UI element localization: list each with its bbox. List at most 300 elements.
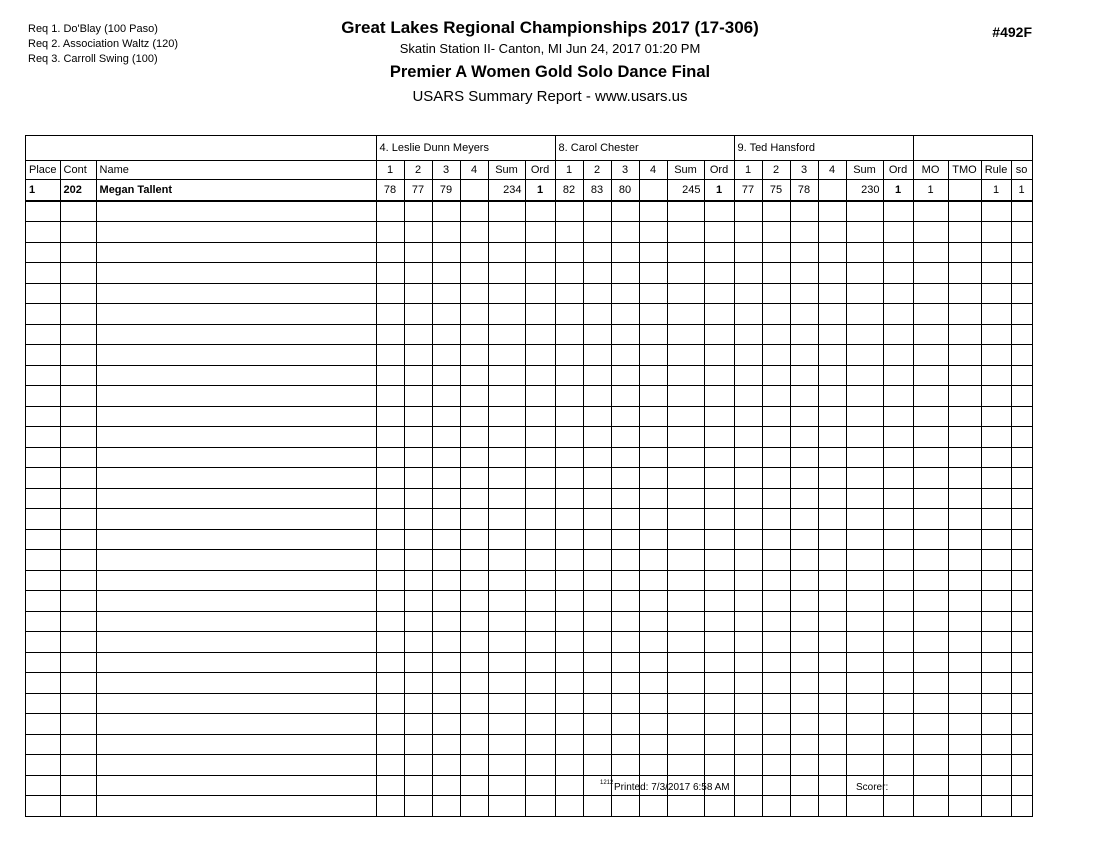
empty-cell xyxy=(376,386,404,407)
empty-cell xyxy=(790,427,818,448)
empty-cell xyxy=(790,263,818,284)
empty-cell xyxy=(734,714,762,735)
col-header-place: Place xyxy=(26,161,61,180)
empty-cell xyxy=(667,406,704,427)
empty-cell xyxy=(432,222,460,243)
empty-cell xyxy=(948,755,981,776)
empty-cell xyxy=(704,201,734,222)
empty-cell xyxy=(96,283,376,304)
empty-cell xyxy=(488,488,525,509)
empty-cell xyxy=(26,283,61,304)
empty-cell xyxy=(762,345,790,366)
judge-header-row xyxy=(26,136,1033,161)
empty-cell xyxy=(948,673,981,694)
empty-cell xyxy=(432,550,460,571)
empty-cell xyxy=(488,509,525,530)
empty-cell xyxy=(611,632,639,653)
empty-cell xyxy=(667,509,704,530)
empty-cell xyxy=(639,468,667,489)
empty-cell xyxy=(611,796,639,817)
empty-cell xyxy=(376,242,404,263)
empty-cell xyxy=(762,673,790,694)
empty-cell xyxy=(488,427,525,448)
empty-cell xyxy=(583,263,611,284)
empty-cell xyxy=(26,693,61,714)
judge-header-1: 4. Leslie Dunn Meyers xyxy=(376,136,555,161)
col-header-4: 4 xyxy=(818,161,846,180)
col-header-1: 1 xyxy=(555,161,583,180)
empty-cell xyxy=(26,488,61,509)
tmo-cell xyxy=(948,180,981,201)
empty-cell xyxy=(611,386,639,407)
empty-cell xyxy=(60,324,96,345)
empty-cell xyxy=(734,652,762,673)
empty-cell xyxy=(981,447,1011,468)
empty-cell xyxy=(913,755,948,776)
empty-cell xyxy=(404,447,432,468)
empty-cell xyxy=(948,345,981,366)
empty-cell xyxy=(376,222,404,243)
empty-cell xyxy=(460,714,488,735)
empty-cell xyxy=(525,693,555,714)
empty-cell xyxy=(26,796,61,817)
empty-cell xyxy=(1011,365,1032,386)
empty-cell xyxy=(488,693,525,714)
empty-cell xyxy=(432,652,460,673)
empty-cell xyxy=(762,652,790,673)
empty-cell xyxy=(60,652,96,673)
empty-cell xyxy=(913,693,948,714)
empty-cell xyxy=(96,447,376,468)
empty-cell xyxy=(1011,529,1032,550)
empty-cell xyxy=(96,734,376,755)
empty-cell xyxy=(96,488,376,509)
empty-cell xyxy=(26,427,61,448)
mark-cell: 75 xyxy=(762,180,790,201)
empty-cell xyxy=(846,427,883,448)
empty-cell xyxy=(460,304,488,325)
sum-cell: 230 xyxy=(846,180,883,201)
empty-cell xyxy=(96,468,376,489)
empty-row xyxy=(26,632,1033,653)
empty-cell xyxy=(60,386,96,407)
report-header xyxy=(0,18,1100,105)
empty-cell xyxy=(96,386,376,407)
empty-cell xyxy=(846,324,883,345)
empty-cell xyxy=(583,714,611,735)
empty-cell xyxy=(846,345,883,366)
empty-cell xyxy=(460,652,488,673)
col-header-4: 4 xyxy=(639,161,667,180)
empty-cell xyxy=(948,304,981,325)
empty-cell xyxy=(734,468,762,489)
empty-cell xyxy=(981,345,1011,366)
empty-cell xyxy=(96,222,376,243)
empty-cell xyxy=(981,796,1011,817)
empty-cell xyxy=(883,591,913,612)
empty-cell xyxy=(432,283,460,304)
sum-cell: 234 xyxy=(488,180,525,201)
empty-cell xyxy=(525,222,555,243)
empty-cell xyxy=(404,488,432,509)
empty-cell xyxy=(818,304,846,325)
name-cell: Megan Tallent xyxy=(96,180,376,201)
empty-cell xyxy=(1011,775,1032,796)
empty-cell xyxy=(667,796,704,817)
empty-cell xyxy=(883,222,913,243)
empty-cell xyxy=(376,529,404,550)
empty-cell xyxy=(846,365,883,386)
empty-cell xyxy=(525,324,555,345)
empty-row xyxy=(26,611,1033,632)
empty-cell xyxy=(818,201,846,222)
empty-cell xyxy=(790,714,818,735)
empty-cell xyxy=(583,673,611,694)
empty-cell xyxy=(704,591,734,612)
empty-cell xyxy=(525,283,555,304)
empty-cell xyxy=(948,365,981,386)
empty-cell xyxy=(488,734,525,755)
empty-cell xyxy=(948,775,981,796)
empty-cell xyxy=(846,611,883,632)
empty-cell xyxy=(26,324,61,345)
empty-cell xyxy=(846,632,883,653)
empty-cell xyxy=(26,304,61,325)
empty-cell xyxy=(555,693,583,714)
empty-cell xyxy=(376,775,404,796)
judge-header-2: 8. Carol Chester xyxy=(555,136,734,161)
empty-cell xyxy=(404,222,432,243)
empty-cell xyxy=(883,468,913,489)
empty-cell xyxy=(583,591,611,612)
empty-cell xyxy=(790,242,818,263)
empty-cell xyxy=(432,324,460,345)
empty-cell xyxy=(762,570,790,591)
empty-cell xyxy=(555,406,583,427)
empty-cell xyxy=(981,591,1011,612)
empty-cell xyxy=(704,632,734,653)
col-header-1: 1 xyxy=(734,161,762,180)
empty-cell xyxy=(639,427,667,448)
empty-cell xyxy=(981,611,1011,632)
empty-cell xyxy=(404,632,432,653)
empty-cell xyxy=(667,550,704,571)
empty-cell xyxy=(913,591,948,612)
empty-cell xyxy=(704,324,734,345)
empty-cell xyxy=(639,324,667,345)
empty-cell xyxy=(883,488,913,509)
empty-cell xyxy=(762,201,790,222)
empty-cell xyxy=(704,570,734,591)
empty-cell xyxy=(611,529,639,550)
empty-cell xyxy=(704,365,734,386)
col-header-tmo: TMO xyxy=(948,161,981,180)
empty-cell xyxy=(818,796,846,817)
empty-cell xyxy=(432,468,460,489)
empty-cell xyxy=(460,222,488,243)
empty-cell xyxy=(26,714,61,735)
empty-cell xyxy=(704,447,734,468)
empty-cell xyxy=(611,222,639,243)
empty-cell xyxy=(404,550,432,571)
empty-cell xyxy=(404,406,432,427)
col-header-mo: MO xyxy=(913,161,948,180)
empty-cell xyxy=(583,550,611,571)
empty-cell xyxy=(1011,796,1032,817)
empty-cell xyxy=(404,529,432,550)
empty-cell xyxy=(583,201,611,222)
empty-cell xyxy=(762,734,790,755)
empty-cell xyxy=(883,755,913,776)
empty-cell xyxy=(948,652,981,673)
empty-cell xyxy=(913,796,948,817)
empty-cell xyxy=(948,201,981,222)
empty-cell xyxy=(376,509,404,530)
empty-cell xyxy=(555,386,583,407)
empty-cell xyxy=(734,304,762,325)
empty-cell xyxy=(667,242,704,263)
empty-cell xyxy=(762,755,790,776)
empty-cell xyxy=(432,775,460,796)
empty-cell xyxy=(555,611,583,632)
empty-cell xyxy=(734,755,762,776)
empty-cell xyxy=(883,406,913,427)
empty-cell xyxy=(432,529,460,550)
empty-cell xyxy=(883,304,913,325)
col-header-ord: Ord xyxy=(525,161,555,180)
empty-cell xyxy=(488,365,525,386)
empty-cell xyxy=(883,386,913,407)
empty-cell xyxy=(555,447,583,468)
empty-cell xyxy=(913,468,948,489)
col-header-rule: Rule xyxy=(981,161,1011,180)
empty-cell xyxy=(818,693,846,714)
empty-cell xyxy=(404,673,432,694)
empty-cell xyxy=(525,304,555,325)
empty-cell xyxy=(704,611,734,632)
empty-cell xyxy=(611,673,639,694)
empty-row xyxy=(26,201,1033,222)
empty-cell xyxy=(981,488,1011,509)
empty-cell xyxy=(734,345,762,366)
empty-cell xyxy=(704,755,734,776)
empty-cell xyxy=(460,734,488,755)
empty-cell xyxy=(404,386,432,407)
empty-cell xyxy=(734,406,762,427)
empty-cell xyxy=(404,570,432,591)
empty-cell xyxy=(704,304,734,325)
cont-cell: 202 xyxy=(60,180,96,201)
place-cell: 1 xyxy=(26,180,61,201)
col-header-3: 3 xyxy=(790,161,818,180)
empty-cell xyxy=(460,570,488,591)
mark-cell: 78 xyxy=(376,180,404,201)
empty-row xyxy=(26,345,1033,366)
empty-cell xyxy=(488,550,525,571)
empty-cell xyxy=(846,242,883,263)
empty-cell xyxy=(762,796,790,817)
empty-cell xyxy=(639,365,667,386)
empty-cell xyxy=(948,734,981,755)
empty-cell xyxy=(818,632,846,653)
empty-cell xyxy=(981,632,1011,653)
empty-cell xyxy=(913,632,948,653)
empty-cell xyxy=(488,406,525,427)
empty-cell xyxy=(376,324,404,345)
empty-cell xyxy=(846,693,883,714)
empty-cell xyxy=(846,673,883,694)
empty-cell xyxy=(734,447,762,468)
empty-cell xyxy=(948,714,981,735)
empty-cell xyxy=(26,755,61,776)
empty-cell xyxy=(818,222,846,243)
empty-cell xyxy=(555,263,583,284)
empty-cell xyxy=(1011,324,1032,345)
empty-cell xyxy=(762,509,790,530)
empty-cell xyxy=(762,488,790,509)
empty-cell xyxy=(26,591,61,612)
empty-cell xyxy=(432,734,460,755)
empty-cell xyxy=(948,406,981,427)
scorer-label: Scorer: xyxy=(856,782,889,793)
footer-code: 1212 xyxy=(600,780,614,786)
empty-cell xyxy=(376,570,404,591)
empty-cell xyxy=(583,734,611,755)
empty-cell xyxy=(1011,427,1032,448)
empty-cell xyxy=(555,673,583,694)
empty-cell xyxy=(762,283,790,304)
empty-cell xyxy=(913,673,948,694)
empty-cell xyxy=(96,652,376,673)
empty-cell xyxy=(60,591,96,612)
empty-cell xyxy=(734,611,762,632)
competition-title: Great Lakes Regional Championships 2017 (17-306) xyxy=(341,18,759,37)
empty-row xyxy=(26,550,1033,571)
empty-cell xyxy=(734,283,762,304)
empty-cell xyxy=(376,365,404,386)
empty-cell xyxy=(883,611,913,632)
empty-cell xyxy=(26,242,61,263)
empty-cell xyxy=(555,550,583,571)
empty-cell xyxy=(60,796,96,817)
empty-cell xyxy=(913,283,948,304)
empty-cell xyxy=(790,509,818,530)
empty-cell xyxy=(488,611,525,632)
empty-cell xyxy=(704,550,734,571)
empty-cell xyxy=(790,611,818,632)
col-header-2: 2 xyxy=(583,161,611,180)
empty-row xyxy=(26,447,1033,468)
empty-cell xyxy=(704,652,734,673)
empty-cell xyxy=(60,775,96,796)
empty-cell xyxy=(981,775,1011,796)
empty-cell xyxy=(555,632,583,653)
empty-cell xyxy=(883,509,913,530)
empty-cell xyxy=(1011,304,1032,325)
empty-cell xyxy=(60,447,96,468)
empty-cell xyxy=(762,304,790,325)
empty-cell xyxy=(60,406,96,427)
empty-cell xyxy=(432,611,460,632)
empty-cell xyxy=(555,324,583,345)
empty-cell xyxy=(525,529,555,550)
empty-cell xyxy=(818,447,846,468)
empty-cell xyxy=(639,570,667,591)
empty-cell xyxy=(96,673,376,694)
empty-cell xyxy=(611,283,639,304)
empty-cell xyxy=(639,386,667,407)
empty-cell xyxy=(790,345,818,366)
empty-cell xyxy=(790,550,818,571)
empty-cell xyxy=(432,714,460,735)
empty-cell xyxy=(981,263,1011,284)
empty-cell xyxy=(790,529,818,550)
empty-cell xyxy=(1011,468,1032,489)
empty-cell xyxy=(376,796,404,817)
empty-cell xyxy=(60,488,96,509)
empty-cell xyxy=(404,693,432,714)
empty-cell xyxy=(460,693,488,714)
empty-cell xyxy=(525,611,555,632)
empty-cell xyxy=(611,468,639,489)
empty-cell xyxy=(460,755,488,776)
empty-cell xyxy=(762,365,790,386)
empty-cell xyxy=(762,611,790,632)
empty-cell xyxy=(525,447,555,468)
empty-cell xyxy=(704,509,734,530)
empty-cell xyxy=(488,570,525,591)
empty-cell xyxy=(846,755,883,776)
empty-cell xyxy=(704,242,734,263)
empty-cell xyxy=(981,673,1011,694)
empty-cell xyxy=(60,673,96,694)
empty-cell xyxy=(913,324,948,345)
empty-cell xyxy=(734,488,762,509)
empty-cell xyxy=(488,468,525,489)
empty-cell xyxy=(734,570,762,591)
empty-cell xyxy=(460,488,488,509)
mark-cell: 78 xyxy=(790,180,818,201)
empty-cell xyxy=(404,365,432,386)
empty-cell xyxy=(26,775,61,796)
empty-cell xyxy=(981,304,1011,325)
empty-cell xyxy=(26,652,61,673)
empty-cell xyxy=(667,263,704,284)
empty-cell xyxy=(583,529,611,550)
empty-cell xyxy=(1011,714,1032,735)
empty-cell xyxy=(704,263,734,284)
empty-cell xyxy=(525,550,555,571)
empty-cell xyxy=(667,529,704,550)
empty-cell xyxy=(404,427,432,448)
empty-cell xyxy=(583,345,611,366)
empty-cell xyxy=(913,242,948,263)
empty-cell xyxy=(583,447,611,468)
empty-cell xyxy=(60,509,96,530)
empty-cell xyxy=(525,406,555,427)
empty-cell xyxy=(432,447,460,468)
empty-cell xyxy=(488,529,525,550)
judge-header-3: 9. Ted Hansford xyxy=(734,136,913,161)
empty-cell xyxy=(846,550,883,571)
empty-cell xyxy=(981,570,1011,591)
empty-cell xyxy=(460,201,488,222)
empty-cell xyxy=(460,611,488,632)
empty-cell xyxy=(1011,406,1032,427)
empty-cell xyxy=(667,673,704,694)
empty-cell xyxy=(488,283,525,304)
empty-cell xyxy=(818,324,846,345)
